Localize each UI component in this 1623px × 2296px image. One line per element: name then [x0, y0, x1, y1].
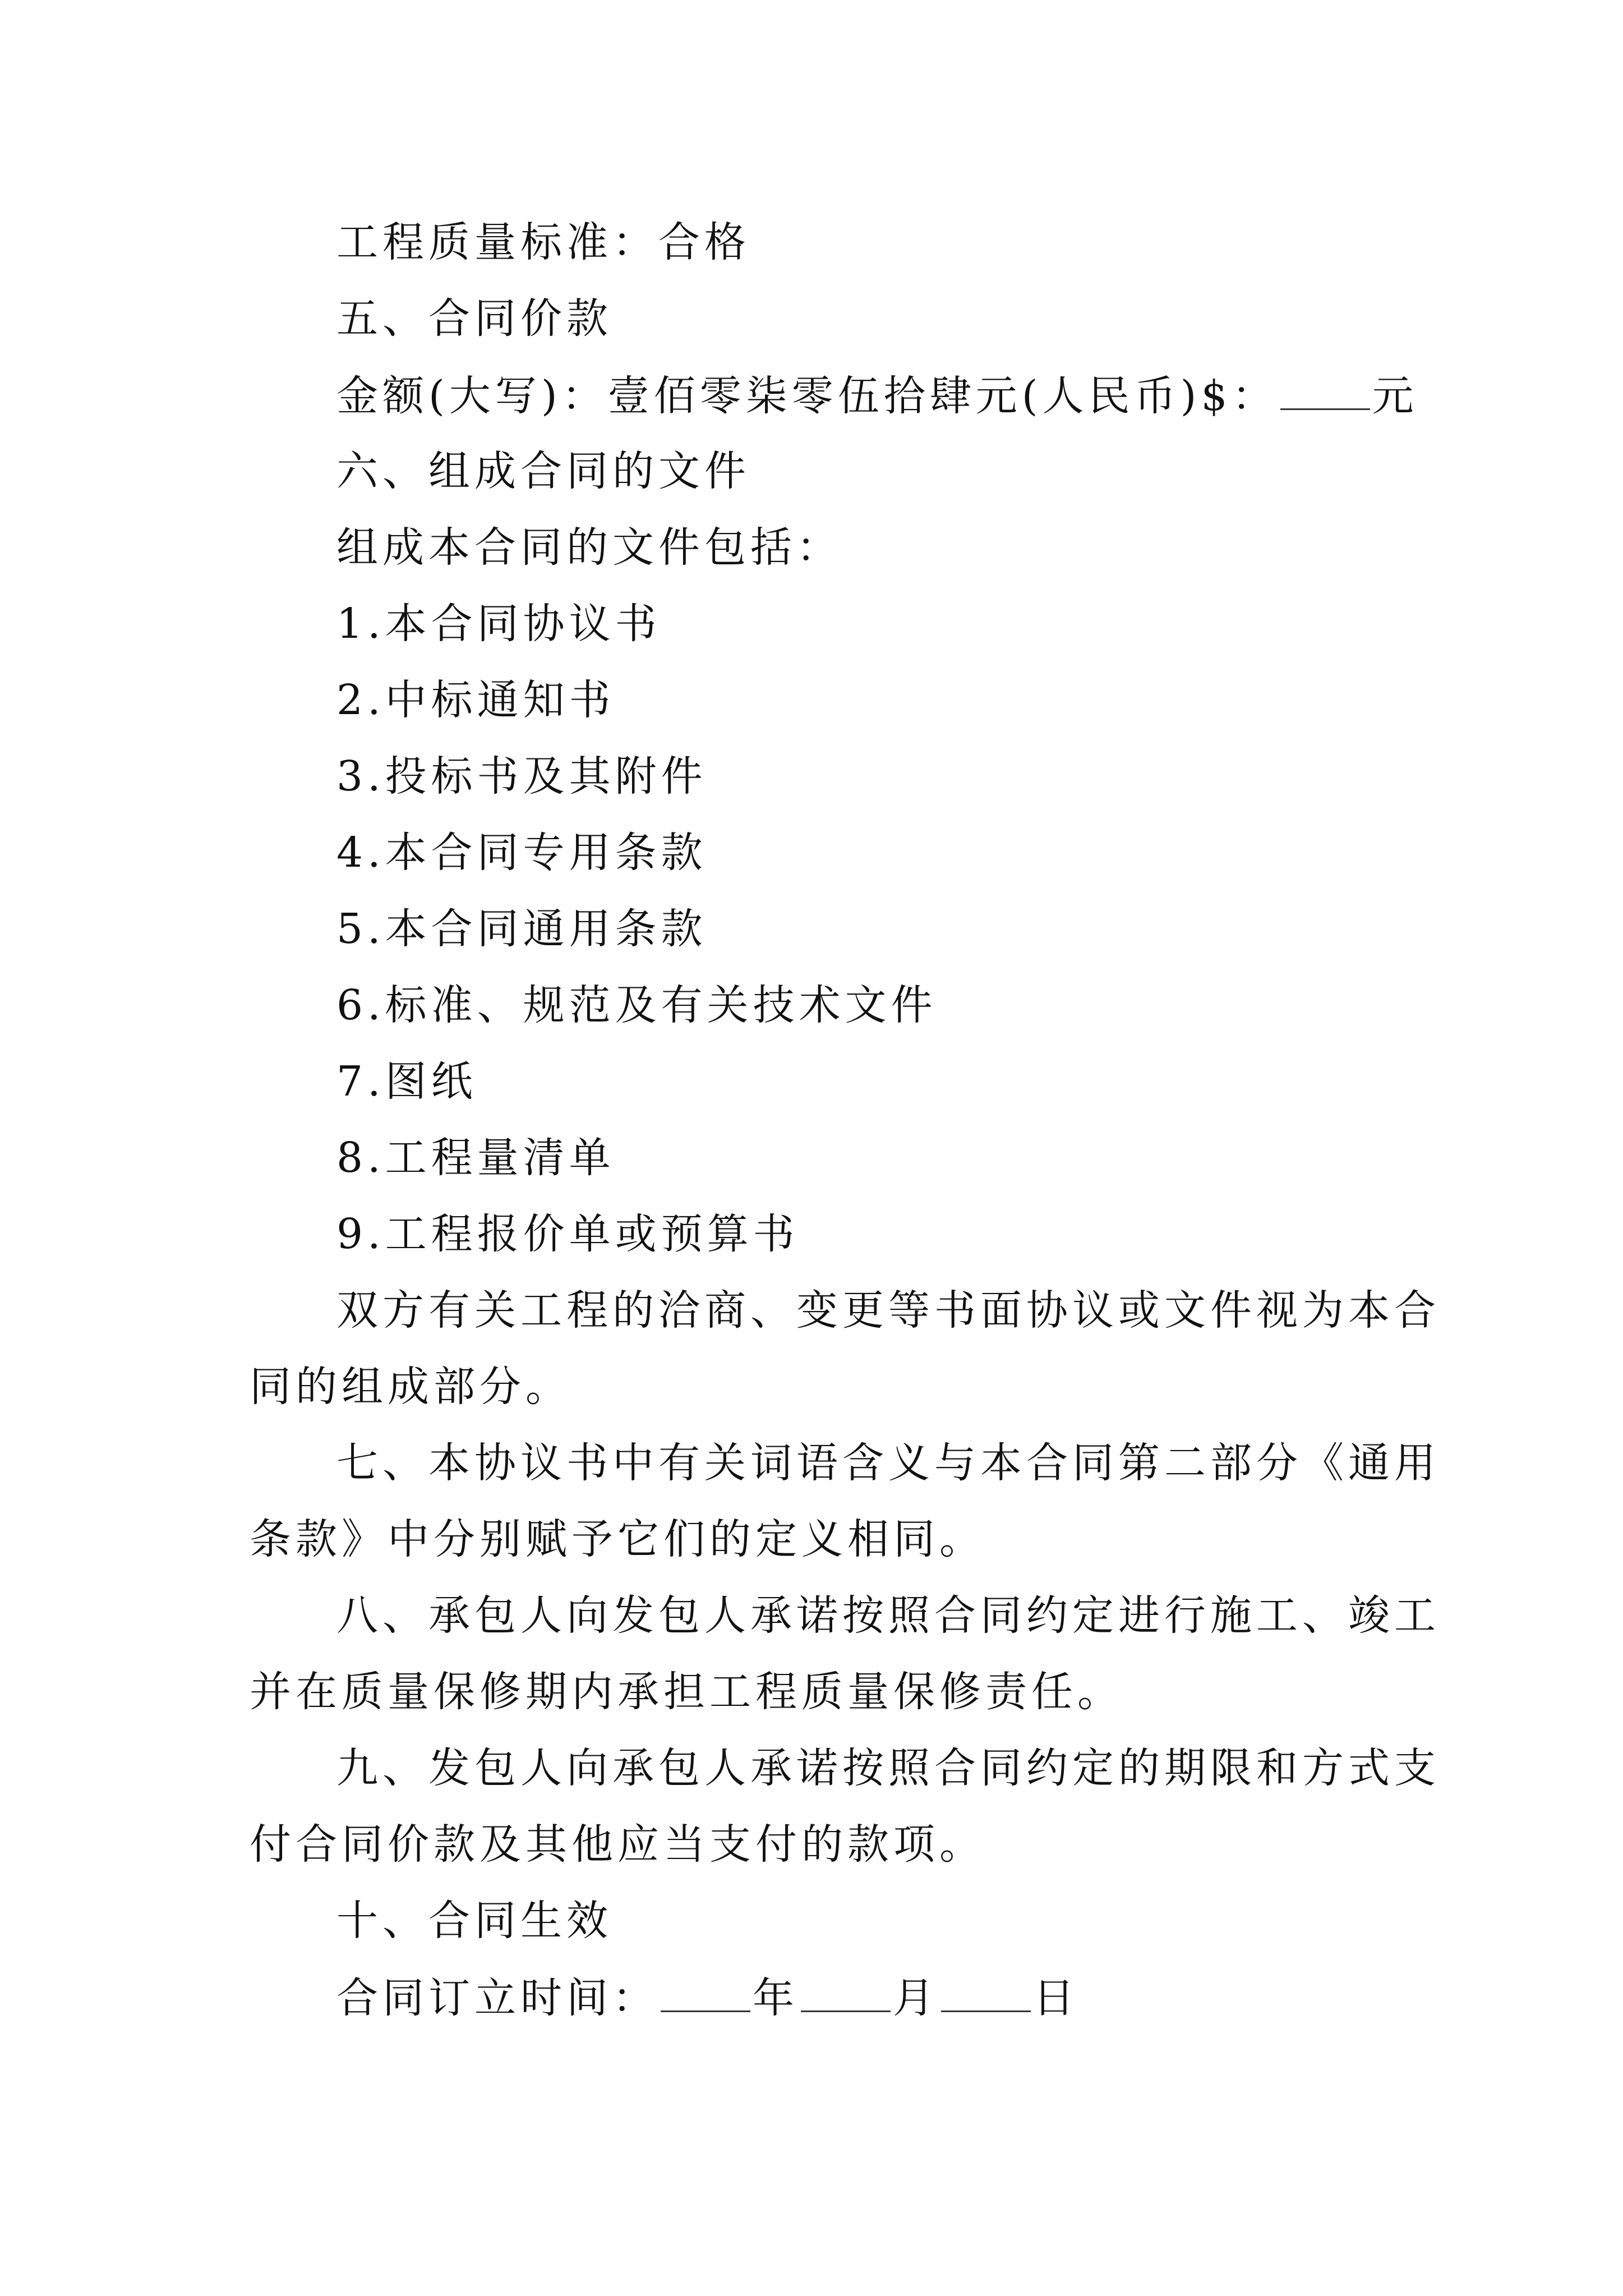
day-label: 日	[1033, 1974, 1079, 2022]
contract-amount-line	[336, 368, 1418, 423]
amount-blank	[1280, 368, 1370, 410]
doc-item: 8.工程量清单	[336, 1134, 615, 1182]
doc-item: 2.中标通知书	[336, 676, 615, 724]
doc-item: 5.本合同通用条款	[336, 905, 707, 953]
section8-line1: 八、承包人向发包人承诺按照合同约定进行施工、竣工	[336, 1591, 1440, 1640]
section10-title: 十、合同生效	[336, 1897, 612, 1945]
amount-unit: 元	[1372, 372, 1418, 420]
section8-line2: 并在质量保修期内承担工程质量保修责任。	[250, 1668, 1123, 1716]
doc-item: 1.本合同协议书	[336, 600, 661, 648]
day-blank	[941, 1970, 1031, 2012]
doc-item: 7.图纸	[336, 1057, 477, 1106]
section7-line2: 条款》中分别赋予它们的定义相同。	[250, 1515, 985, 1563]
doc-item: 9.工程报价单或预算书	[336, 1210, 799, 1258]
section7-line1: 七、本协议书中有关词语含义与本合同第二部分《通用	[336, 1439, 1440, 1487]
section6-title: 六、组成合同的文件	[336, 447, 750, 495]
doc-item: 4.本合同专用条款	[336, 829, 707, 877]
section9-line1: 九、发包人向承包人承诺按照合同约定的期限和方式支	[336, 1744, 1440, 1792]
year-label: 年	[753, 1974, 799, 2022]
doc-item: 3.投标书及其附件	[336, 752, 707, 800]
quality-standard-line: 工程质量标准：合格	[336, 218, 750, 266]
month-blank	[801, 1970, 891, 2012]
negotiation-paragraph-line2: 同的组成部分。	[250, 1363, 571, 1411]
doc-item: 6.标准、规范及有关技术文件	[336, 981, 937, 1029]
sign-date-line	[336, 1970, 1079, 2025]
docs-intro: 组成本合同的文件包括：	[336, 523, 842, 572]
section9-line2: 付合同价款及其他应当支付的款项。	[250, 1820, 985, 1869]
negotiation-paragraph-line1: 双方有关工程的洽商、变更等书面协议或文件视为本合	[336, 1286, 1440, 1335]
year-blank	[661, 1970, 750, 2012]
amount-text: 金额(大写)：壹佰零柒零伍拾肆元(人民币)$：	[336, 372, 1278, 420]
month-label: 月	[893, 1974, 939, 2022]
section5-title: 五、合同价款	[336, 295, 612, 343]
sign-date-label: 合同订立时间：	[336, 1974, 658, 2022]
